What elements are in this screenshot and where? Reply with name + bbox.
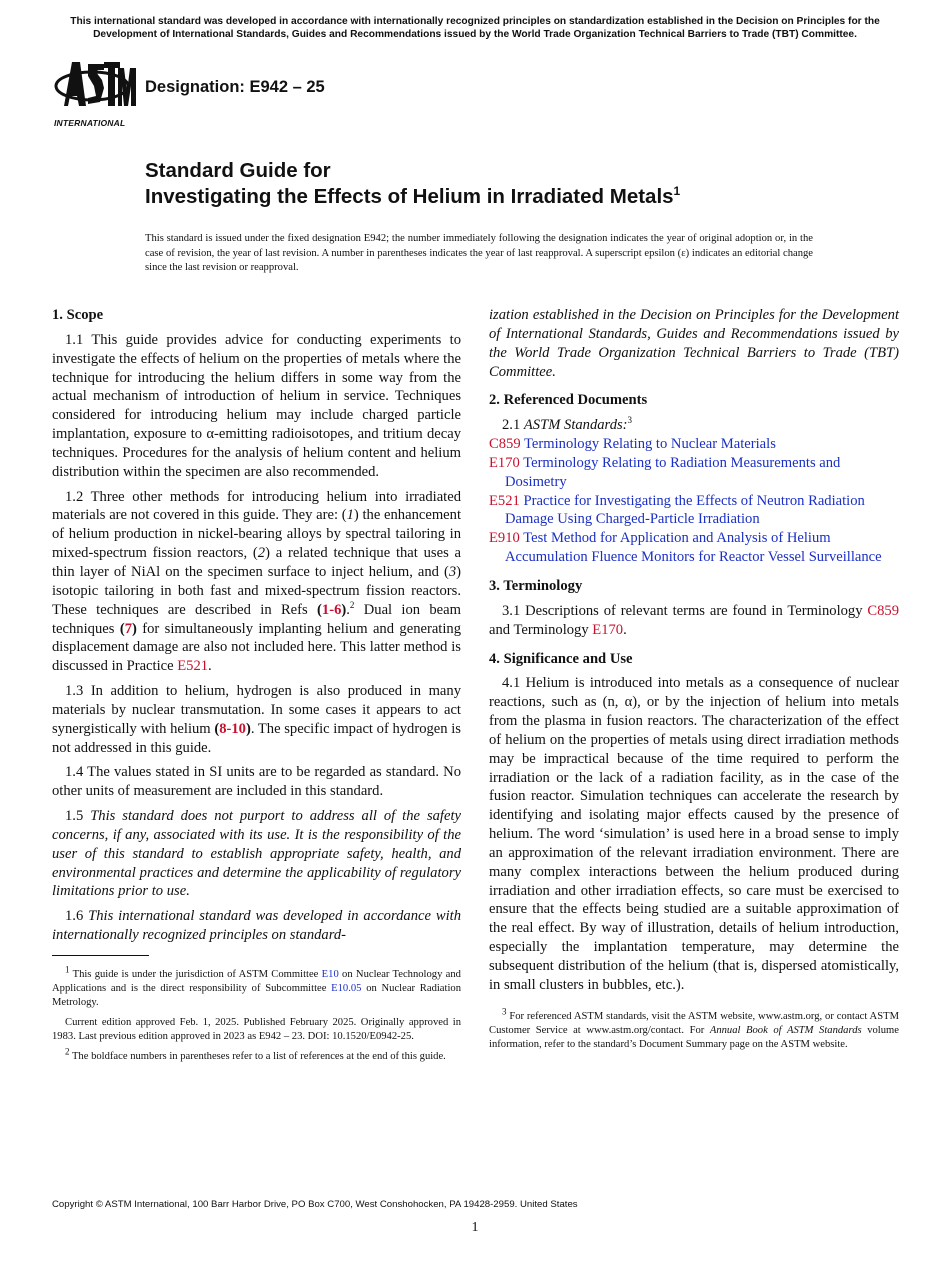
link-c859[interactable]: C859 — [867, 602, 899, 619]
significance-heading: 4. Significance and Use — [489, 650, 633, 667]
ref-8-10[interactable]: (8-10) — [214, 720, 251, 737]
scope-p5 — [52, 807, 461, 901]
footnote-1-text-a: This guide is under the jurisdiction of ASTM Committee — [69, 969, 322, 980]
scope-p5-num: 1.5 — [65, 808, 91, 825]
link-e10-05[interactable]: E10.05 — [331, 983, 362, 994]
footnote-2-mark[interactable]: 2 — [349, 599, 355, 610]
referenced-intro — [489, 416, 899, 435]
scope-p2-text-e: Dual ion beam techniques — [52, 601, 461, 637]
footnotes-right — [489, 1006, 899, 1052]
scope-p1: 1.1 This guide provides advice for conducting experiments to investigate the effects of helium on the properties of metals where the technique for introducing the helium differs in some way from the actual mechanism of introduction of helium in service. Techniques considered for introducing helium may include charged particle implantation, exposure to α-emitting radioisotopes, and tritium decay techniques. Procedures for the analysis of helium content and helium distribution within the specimen are also recommended. — [52, 331, 461, 480]
footnote-3-ref-mark: 3 — [502, 1006, 507, 1017]
scope-p2-num-3: 3 — [448, 563, 457, 580]
footnote-rule-left — [52, 955, 149, 956]
issue-note: This standard is issued under the fixed designation E942; the number immediately following the designation indicates the year of original adoption or, in the case of revision, the year of last revision. A number in parentheses indicates the year of last reapproval. A superscript epsilon (ε) indicates an editorial change since the last revision or reapproval. — [145, 233, 813, 273]
referenced-item-e910[interactable] — [489, 529, 899, 567]
referenced-intro-num: 2.1 — [502, 417, 524, 434]
ref-code-e170[interactable]: E170 — [489, 454, 520, 471]
scope-p2-text-c: ) a related technique that uses a thin layer of NiAl on the specimen surface to inject helium, and ( — [52, 545, 461, 580]
terminology-text-b: and Terminology — [489, 621, 593, 638]
title-footnote-mark: 1 — [673, 184, 681, 199]
ref-title-e910[interactable]: Test Method for Application and Analysis of Helium Accumulation Fluence Monitors for Reactor Vessel Surveillance — [505, 530, 882, 566]
footnote-1-text-c: on Nuclear Radiation Metrology. — [52, 983, 461, 1008]
link-e10[interactable]: E10 — [321, 969, 339, 980]
footnote-3 — [489, 1006, 899, 1052]
footnote-3-text-a: For referenced ASTM standards, visit the ASTM website, www.astm.org, or contact ASTM Customer Service at www.astm.org/contact. For — [489, 1010, 899, 1036]
terminology-text-a: 3.1 Descriptions of relevant terms are found in Terminology — [502, 602, 868, 619]
scope-p6-text: This international standard was developed in accordance with internationally recognized principles on standard- — [52, 908, 462, 944]
title-line-2-text: Investigating the Effects of Helium in Irradiated Metals — [145, 185, 674, 208]
footnote-3-text-b: volume information, refer to the standard’s Document Summary page on the ASTM website. — [489, 1024, 899, 1050]
referenced-list — [489, 435, 899, 567]
right-column — [489, 306, 899, 1052]
scope-p2-text-f: for simultaneously implanting helium and generating displacement damage are also not included here. This latter method is discussed in Practice — [52, 620, 462, 675]
scope-p2-num-1: 1 — [346, 507, 354, 524]
ref-code-c859[interactable]: C859 — [489, 436, 521, 453]
ref-7[interactable]: (7) — [119, 620, 137, 637]
astm-logo — [52, 56, 136, 130]
footnote-2 — [52, 1046, 461, 1064]
footnote-2-text: The boldface numbers in parentheses refer to a list of references at the end of this guide. — [69, 1051, 446, 1062]
scope-p6-num: 1.6 — [65, 908, 89, 925]
footnote-1-mark: 1 — [65, 964, 70, 975]
scope-p3 — [52, 682, 461, 757]
footnotes-left — [52, 964, 461, 1064]
scope-p4: 1.4 The values stated in SI units are to be regarded as standard. No other units of measurement are included in this standard. — [52, 764, 461, 800]
ref-7-text: 7 — [124, 620, 132, 637]
ref-code-e521[interactable]: E521 — [489, 492, 520, 509]
referenced-item-c859[interactable] — [489, 435, 899, 454]
terminology-heading: 3. Terminology — [489, 577, 583, 594]
scope-p6 — [52, 907, 461, 945]
ref-8-10-text: 8-10 — [219, 720, 246, 737]
edition-note: Current edition approved Feb. 1, 2025. Published February 2025. Originally approved in 1983. Last previous edition approved in 2023 as E942 – 23. DOI: 10.1520/E0942-25. — [52, 1017, 461, 1042]
terminology-p1: 3.1 Descriptions of relevant terms are found in Terminology C859 and Terminology E170. — [489, 602, 899, 638]
footnote-3-mark[interactable]: 3 — [627, 415, 633, 426]
title-line-2 — [145, 184, 680, 210]
left-column — [52, 306, 461, 1064]
link-e170[interactable]: E170 — [592, 621, 624, 638]
referenced-heading: 2. Referenced Documents — [489, 392, 648, 409]
ref-1-6[interactable]: (1-6) — [317, 601, 347, 618]
scope-p6-continued: ization established in the Decision on Principles for the Development of International Standards, Guides and Recommendations issued by the World Trade Organization Technical Barriers to Trade (TBT) Committee. — [489, 307, 899, 380]
scope-heading: 1. Scope — [52, 307, 104, 323]
ref-1-6-text: 1-6 — [321, 601, 342, 618]
referenced-intro-text: ASTM Standards: — [523, 417, 628, 434]
document-title — [145, 158, 680, 210]
scope-p2-text-d: ) isotopic tailoring in both fast and mixed-spectrum fission reactors. These techniques are described in Refs — [52, 563, 461, 618]
title-line-1: Standard Guide for — [145, 159, 331, 182]
ref-title-c859[interactable]: Terminology Relating to Nuclear Materials — [524, 436, 776, 453]
footnote-1 — [52, 964, 461, 1010]
copyright: Copyright © ASTM International, 100 Barr Harbor Drive, PO Box C700, West Conshohocken, PA 19428-2959. United States — [52, 1199, 578, 1210]
footnote-2-ref-mark: 2 — [65, 1046, 70, 1057]
referenced-item-e521[interactable] — [489, 492, 899, 530]
scope-p5-text: This standard does not purport to address all of the safety concerns, if any, associated with its use. It is the responsibility of the user of this standard to establish appropriate safety, health, and environmental practices and determine the applicability of regulatory limitations prior to use. — [52, 808, 461, 900]
footnote-1-text-b: on Nuclear Technology and Applications and is the direct responsibility of Subcommittee — [52, 969, 461, 994]
scope-p3-text-b: . The specific impact of hydrogen is not addressed in this guide. — [52, 720, 461, 756]
link-e521[interactable]: E521 — [177, 658, 209, 675]
page-number: 1 — [471, 1220, 479, 1235]
top-note: This international standard was developed in accordance with internationally recognized principles on standardization established in the Decision on Principles for the Development of International Standards, Guides and Recommendations issued by the World Trade Organization Technical Barriers to Trade (TBT) Committee. — [70, 16, 880, 40]
referenced-item-e170[interactable] — [489, 454, 899, 492]
significance-p1: 4.1 Helium is introduced into metals as a consequence of nuclear reactions, such as (n, α), or by the injection of helium into metals from the plasma in fusion reactors. The characterization of the effect of helium on the properties of metals using direct irradiation methods may be impractical because of the time required to perform the irradiation or the lack of a radiation facility, as in the case of the fusion reactor. Simulation techniques can accelerate the research by identifying and isolating major effects caused by the presence of helium. The word ‘simulation’ is used here in a broad sense to imply an approximation of the relevant irradiation environment. There are many complex interactions between the helium produced during irradiation and other irradiation effects, so care must be exercised to ensure that the effects being studied are a suitable approximation of the real effect. By way of illustration, details of helium introduction, especially the implantation temperature, may determine the subsequent distribution of the helium (that is, dispersed atomistically, in small clusters in bubbles, etc.). — [489, 675, 899, 993]
ref-code-e910[interactable]: E910 — [489, 530, 520, 547]
scope-p2-text-a: 1.2 Three other methods for introducing helium into irradiated materials are not covered in this guide. They are: ( — [52, 488, 461, 524]
scope-p3-text-a: 1.3 In addition to helium, hydrogen is also produced in many materials by nuclear transmutation. In some cases it appears to act synergistically with helium — [52, 683, 461, 737]
scope-p2: 1.2 Three other methods for introducing helium into irradiated materials are not covered in this guide. They are: (1) the enhancement of helium production in nickel-bearing alloys by spectral tailoring in mixed-spectrum fission reactors, (2) a related technique that uses a thin layer of NiAl on the specimen surface to inject helium, and (3) isotopic tailoring in both fast and mixed-spectrum fission reactors. These techniques are described in Refs (1-6).$^2$ Dual ion beam techniques (7) for simultaneously implanting helium and generating displacement damage are also not included here. This latter method is discussed in Practice E521. — [52, 488, 462, 675]
designation: Designation: E942 – 25 — [145, 78, 325, 96]
ref-title-e170[interactable]: Terminology Relating to Radiation Measurements and Dosimetry — [505, 454, 841, 490]
scope-p2-num-2: 2 — [257, 545, 266, 562]
footnote-3-italic: Annual Book of ASTM Standards — [709, 1024, 862, 1036]
logo-text: INTERNATIONAL — [54, 118, 126, 128]
ref-title-e521[interactable]: Practice for Investigating the Effects of Neutron Radiation Damage Using Charged-Particle Irradiation — [505, 492, 865, 528]
scope-p2-text-b: ) the enhancement of helium production in nickel-bearing alloys by spectral tailoring in mixed-spectrum fission reactors, ( — [52, 507, 462, 562]
